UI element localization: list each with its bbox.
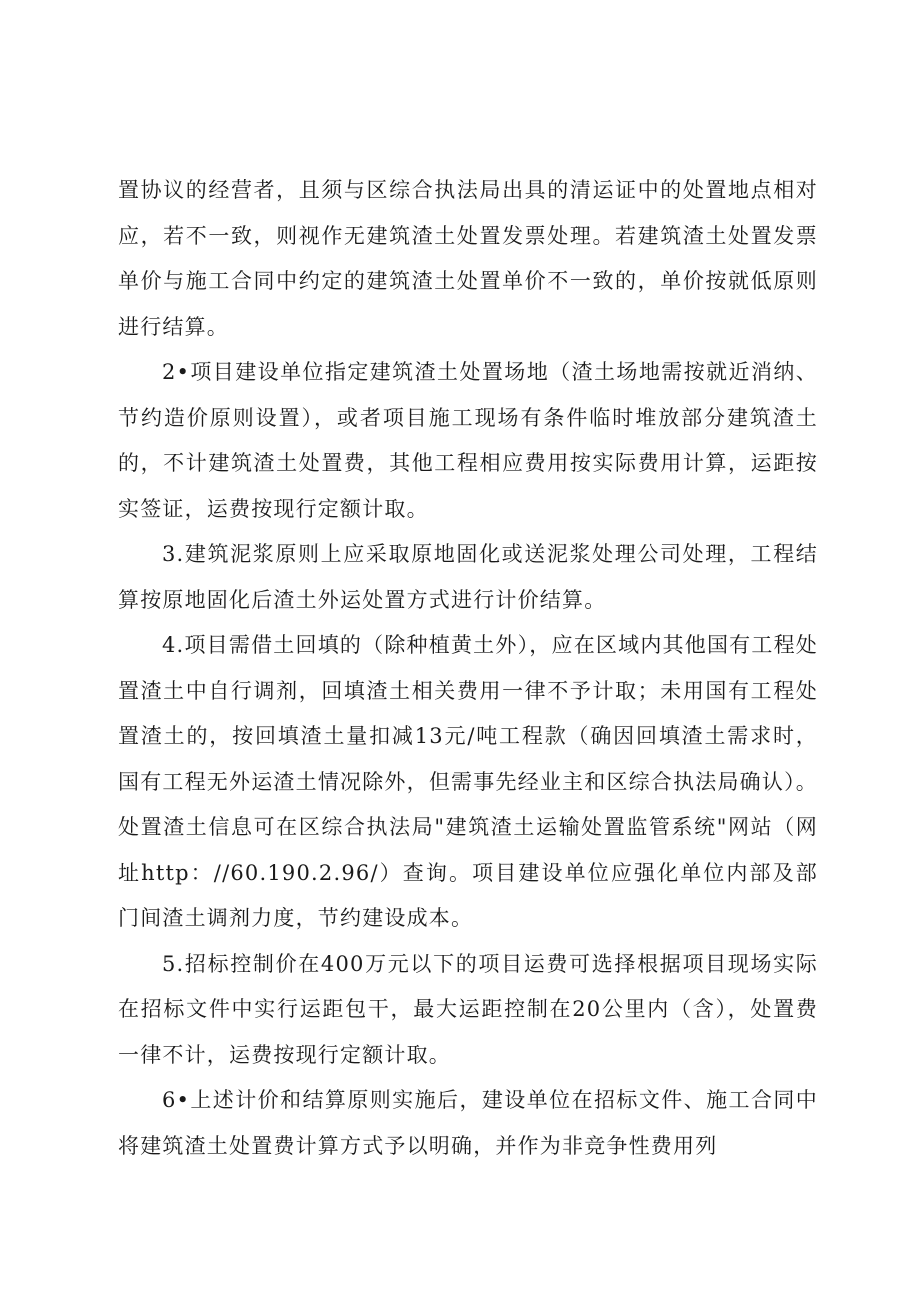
document-body xyxy=(118,168,818,1169)
paragraph-item-3: 3.建筑泥浆原则上应采取原地固化或送泥浆处理公司处理，工程结算按原地固化后渣土外运处置方式进行计价结算。 xyxy=(118,542,818,612)
paragraph-item-5: 5.招标控制价在400万元以下的项目运费可选择根据项目现场实际在招标文件中实行运距包干，最大运距控制在20公里内（含），处置费一律不计，运费按现行定额计取。 xyxy=(118,951,818,1067)
paragraph-item-6: 6•上述计价和结算原则实施后，建设单位在招标文件、施工合同中将建筑渣土处置费计算方式予以明确，并作为非竞争性费用列 xyxy=(118,1088,818,1158)
paragraph-item-4: 4.项目需借土回填的（除种植黄土外），应在区域内其他国有工程处置渣土中自行调剂，回填渣土相关费用一律不予计取；未用国有工程处置渣土的，按回填渣土量扣减13元/吨工程款（确因回填渣土需求时，国有工程无外运渣土情况除外，但需事先经业主和区综合执法局确认）。处置渣土信息可在区综合执法局"建筑渣土运输处置监管系统"网站（网址http：//60.190.2.96/）查询。项目建设单位应强化单位内部及部门间渣土调剂力度，节约建设成本。 xyxy=(118,633,818,930)
paragraph-continuation: 置协议的经营者，且须与区综合执法局出具的清运证中的处置地点相对应，若不一致，则视作无建筑渣土处置发票处理。若建筑渣土处置发票单价与施工合同中约定的建筑渣土处置单价不一致的，单价按就低原则进行结算。 xyxy=(118,178,818,339)
paragraph-item-2: 2•项目建设单位指定建筑渣土处置场地（渣土场地需按就近消纳、节约造价原则设置），或者项目施工现场有条件临时堆放部分建筑渣土的，不计建筑渣土处置费，其他工程相应费用按实际费用计算，运距按实签证，运费按现行定额计取。 xyxy=(118,360,818,521)
